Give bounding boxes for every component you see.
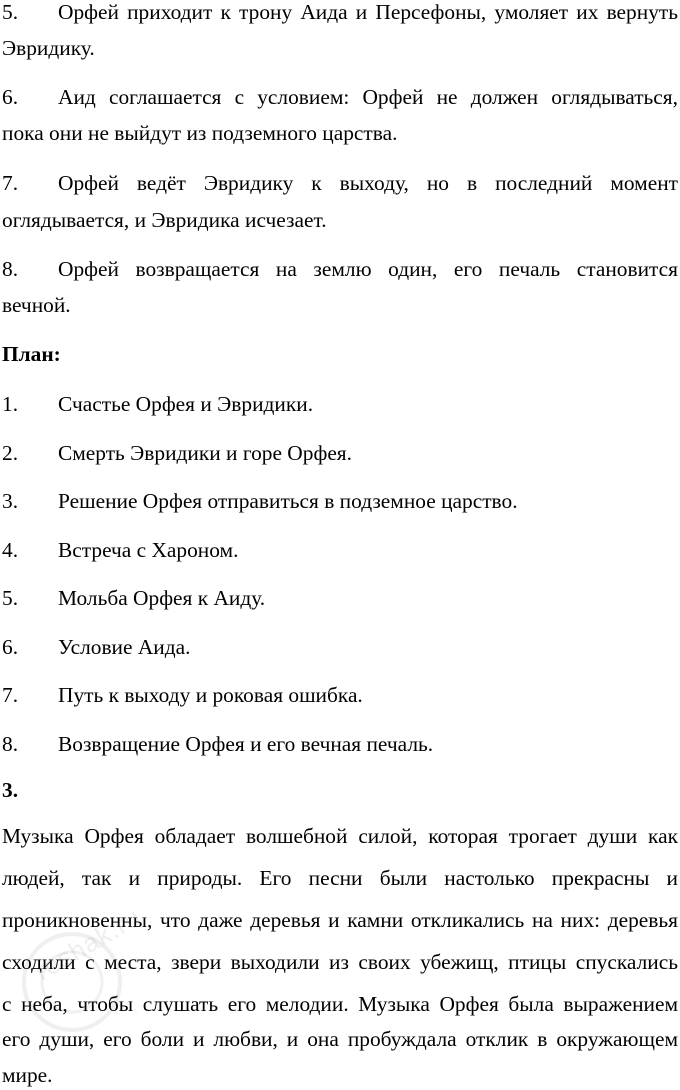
plan-number: 8. bbox=[2, 732, 19, 756]
paragraph-line: проникновенны, что даже деревья и камни откликались на них: деревья bbox=[2, 908, 678, 932]
plan-heading: План: bbox=[2, 342, 61, 366]
event-item-6-line1 bbox=[2, 82, 678, 112]
paragraph-line: Музыка Орфея обладает волшебной силой, которая трогает души как bbox=[2, 824, 678, 848]
plan-number: 5. bbox=[2, 586, 19, 610]
plan-number: 1. bbox=[2, 392, 19, 416]
plan-item bbox=[2, 583, 265, 613]
event-text: Орфей возвращается на землю один, его печаль становится bbox=[58, 257, 678, 281]
event-number: 8. bbox=[2, 257, 19, 281]
event-number: 6. bbox=[2, 85, 19, 109]
event-item-5-line2: Эвридику. bbox=[2, 36, 95, 60]
plan-number: 3. bbox=[2, 489, 19, 513]
paragraph-line: людей, так и природы. Его песни были настолько прекрасны и bbox=[2, 866, 678, 890]
plan-text: Возвращение Орфея и его вечная печаль. bbox=[58, 732, 434, 756]
plan-text: Путь к выходу и роковая ошибка. bbox=[58, 683, 363, 707]
plan-item bbox=[2, 632, 190, 662]
paragraph-line: мире. bbox=[2, 1063, 53, 1087]
plan-number: 2. bbox=[2, 441, 19, 465]
plan-item bbox=[2, 389, 313, 419]
plan-text: Решение Орфея отправиться в подземное царство. bbox=[58, 489, 518, 513]
event-item-8-line2: вечной. bbox=[2, 293, 71, 317]
plan-item bbox=[2, 680, 363, 710]
plan-item bbox=[2, 486, 518, 516]
event-item-5-line1 bbox=[2, 0, 678, 27]
section-3-heading: 3. bbox=[2, 778, 19, 802]
event-number: 5. bbox=[2, 0, 19, 24]
event-item-8-line1 bbox=[2, 254, 678, 284]
event-item-6-line2: пока они не выйдут из подземного царства. bbox=[2, 121, 398, 145]
plan-number: 4. bbox=[2, 538, 19, 562]
plan-item bbox=[2, 535, 238, 565]
plan-text: Счастье Орфея и Эвридики. bbox=[58, 392, 314, 416]
event-item-7-line1 bbox=[2, 168, 678, 198]
plan-item bbox=[2, 729, 433, 759]
paragraph-line: сходили с места, звери выходили из своих убежищ, птицы спускались bbox=[2, 950, 678, 974]
event-text: Орфей приходит к трону Аида и Персефоны, умоляет их вернуть bbox=[58, 0, 678, 24]
plan-text: Условие Аида. bbox=[58, 635, 191, 659]
plan-number: 7. bbox=[2, 683, 19, 707]
plan-text: Смерть Эвридики и горе Орфея. bbox=[58, 441, 352, 465]
watermark-text: reshak.ru bbox=[29, 901, 147, 987]
plan-number: 6. bbox=[2, 635, 19, 659]
paragraph-line: его души, его боли и любви, и она пробуждала отклик в окружающем bbox=[2, 1027, 678, 1051]
paragraph-line: с неба, чтобы слушать его мелодии. Музыка Орфея была выражением bbox=[2, 992, 678, 1016]
plan-item bbox=[2, 438, 352, 468]
event-item-7-line2: оглядывается, и Эвридика исчезает. bbox=[2, 208, 327, 232]
event-text: Аид соглашается с условием: Орфей не должен оглядываться, bbox=[58, 85, 678, 109]
event-number: 7. bbox=[2, 171, 19, 195]
plan-text: Встреча с Хароном. bbox=[58, 538, 239, 562]
event-text: Орфей ведёт Эвридику к выходу, но в последний момент bbox=[58, 171, 678, 195]
plan-text: Мольба Орфея к Аиду. bbox=[58, 586, 266, 610]
